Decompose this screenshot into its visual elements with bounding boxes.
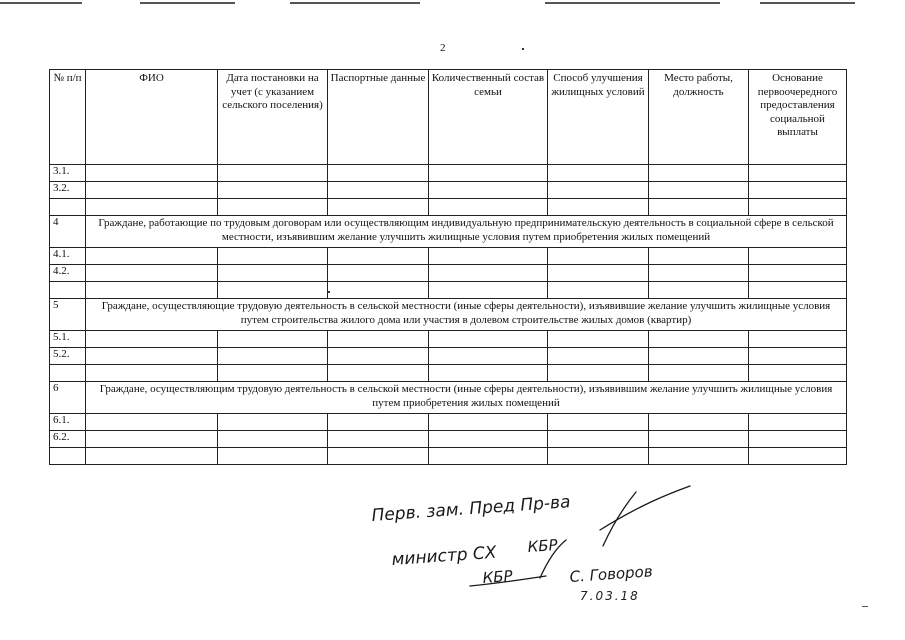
scan-speck [328, 291, 330, 293]
section-number: 4 [50, 216, 86, 248]
section-number: 5 [50, 299, 86, 331]
scan-speck [522, 48, 524, 50]
svg-text:С. Говоров: С. Говоров [569, 562, 654, 586]
svg-text:КБР: КБР [482, 566, 514, 587]
section-title: Граждане, осуществляющим трудовую деятельность в сельской местности (иные сферы деятельности), изъявившим желание улучшить жилищные условия путем приобретения жилых помещений [86, 382, 847, 414]
svg-text:КБР: КБР [527, 535, 559, 556]
svg-text:7.03.18: 7.03.18 [580, 589, 640, 603]
svg-text:Перв. зам. Пред Пр-ва: Перв. зам. Пред Пр-ва [370, 492, 572, 526]
section-number: 6 [50, 382, 86, 414]
row-number: 5.1. [50, 331, 86, 348]
row-number: 3.2. [50, 182, 86, 199]
header-cell: Основание первоочередного предоставления социальной выплаты [749, 70, 847, 165]
row-number: 6.1. [50, 414, 86, 431]
row-number: 4.2. [50, 265, 86, 282]
header-cell: № п/п [50, 70, 86, 165]
row-number: 3.1. [50, 165, 86, 182]
header-cell: Способ улучшения жилищных условий [548, 70, 649, 165]
section-title: Граждане, работающие по трудовым договорам или осуществляющим индивидуальную предпринимательскую деятельность в социальной сфере в сельской местности, изъявившим желание улучшить жилищные условия путем приобретения жилых помещений [86, 216, 847, 248]
header-cell: Дата постановки на учет (с указанием сельского поселения) [218, 70, 328, 165]
page-number: 2 [440, 42, 446, 54]
header-cell: ФИО [86, 70, 218, 165]
header-cell: Количественный состав семьи [429, 70, 548, 165]
section-title: Граждане, осуществляющие трудовую деятельность в сельской местности (иные сферы деятельности), изъявившие желание улучшить жилищные условия путем строительства жилого дома или участия в долевом строительстве жилых домов (квартир) [86, 299, 847, 331]
header-cell: Место работы, должность [649, 70, 749, 165]
svg-text:министр СХ: министр СХ [390, 542, 498, 570]
row-number: 5.2. [50, 348, 86, 365]
scan-speck [862, 606, 868, 607]
row-number: 4.1. [50, 248, 86, 265]
row-number: 6.2. [50, 431, 86, 448]
header-cell: Паспортные данные [328, 70, 429, 165]
